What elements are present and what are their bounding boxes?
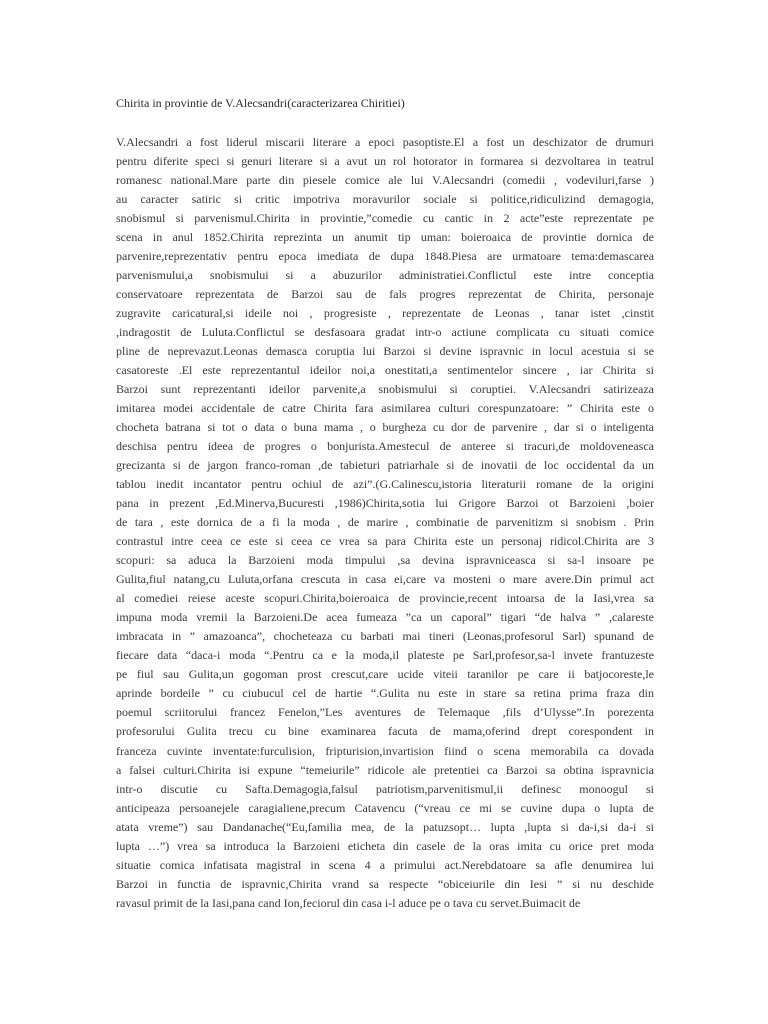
- body-text-line: grecizanta si de jargon franco-roman ,de tabieturi patriarhale si de inovatii de loc occidental da un: [116, 458, 654, 473]
- body-text-line: de tara , este dornica de a fi la moda , de marire , combinatie de parvenitizm si snobism . Prin: [116, 515, 654, 530]
- body-text-line: a falsei culturi.Chirita isi expune “temeiurile” ridicole ale pretentiei ca Barzoi sa obtina ispravnicia: [116, 762, 654, 777]
- body-text-line: parvenismului,a snobismului si a abuzurilor administratiei.Conflictul este intre conceptia: [116, 268, 654, 283]
- body-text-line: romanesc national.Mare parte din piesele comice ale lui V.Alecsandri (comedii , vodeviluri,farse ): [116, 173, 654, 188]
- body-text-line: pentru diferite speci si genuri literare si a avut un rol hotorator in formarea si dezvoltarea in teatrul: [116, 154, 654, 169]
- body-text-line: pana in prezent ,Ed.Minerva,Bucuresti ,1986)Chirita,sotia lui Grigore Barzoi ot Barzoieni ,boier: [116, 496, 654, 511]
- body-text-line: fiecare data “daca-i moda “.Pentru ca e la moda,il plateste pe Sarl,profesor,sa-l invete frantuzeste: [116, 648, 654, 663]
- body-text-line: deschisa pentru ideea de progres o bonjurista.Amestecul de anteree si tracuri,de moldoveneasca: [116, 439, 654, 454]
- body-text-line: imitarea modei accidentale de catre Chirita fara asimilarea culturi corespunzatoare: ” Chirita este o: [116, 401, 654, 416]
- body-text-line: pline de neprevazut.Leonas demasca coruptia lui Barzoi si devine ispravnic in locul acestuia si se: [116, 344, 654, 359]
- body-text-line: contrastul intre ceea ce este si ceea ce vrea sa para Chirita este un personaj ridicol.Chirita are 3: [116, 534, 654, 549]
- body-text-line: Gulita,fiul natang,cu Luluta,orfana crescuta in casa ei,care va mosteni o mare avere.Din primul act: [116, 572, 654, 587]
- body-text-line: tablou inedit incantator pentru ochiul de azi”.(G.Calinescu,istoria literaturii romane de la origini: [116, 477, 654, 492]
- body-text-line: intr-o discutie cu Safta.Demagogia,falsul patriotism,parvenitismul,ii definesc monoogul si: [116, 781, 654, 796]
- body-text-line: situatie comica infatisata magistral in scena 4 a primului act.Nerebdatoare sa afle denumirea lui: [116, 857, 654, 872]
- body-text-line: Barzoi sunt reprezentanti ideilor parvenite,a snobismului si coruptiei. V.Alecsandri satirizeaza: [116, 382, 654, 397]
- body-text-line: chocheta batrana si tot o data o buna mama , o burgheza cu dor de parvenire , dar si o inteligenta: [116, 420, 654, 435]
- body-text-line: ,indragostit de Luluta.Conflictul se desfasoara gradat intr-o actiune complicata cu situati comice: [116, 325, 654, 340]
- body-text-line: parvenire,reprezentativ pentru epoca imediata de dupa 1848.Piesa are urmatoare tema:demascarea: [116, 249, 654, 264]
- body-text-line: V.Alecsandri a fost liderul miscarii literare a epoci pasoptiste.El a fost un deschizator de drumuri: [116, 135, 654, 149]
- body-text-line: Barzoi in functia de ispravnic,Chirita vrand sa respecte “obiceiurile din Iesi ” si nu deschide: [116, 876, 654, 891]
- body-text-line: atata vreme”) sau Dandanache(“Eu,familia mea, de la patuzsopt… lupta ,lupta si da-i,si da-i si: [116, 819, 654, 834]
- body-text-line: profesorului Gulita trecu cu bine examinarea facuta de mama,oferind drept corespondent in: [116, 724, 654, 739]
- body-text-line: impuna moda vremii la Barzoieni.De acea fumeaza ”ca un caporal” tigari “de halva ” ,calareste: [116, 610, 654, 625]
- body-text-line: al comediei reiese aceste scopuri.Chirita,boieroaica de provincie,recent intoarsa de la Iasi,vrea sa: [116, 591, 654, 606]
- body-text-line: casatoreste .El este reprezentantul ideilor noi,a onestitati,a sentimentelor sincere , iar Chirita si: [116, 363, 654, 378]
- document-title: Chirita in provintie de V.Alecsandri(caracterizarea Chiritiei): [116, 96, 405, 110]
- body-text-line: imbracata in ” amazoanca”, chocheteaza cu barbati mai tineri (Leonas,profesorul Sarl) spunand de: [116, 629, 654, 644]
- body-text-line: ravasul primit de la Iasi,pana cand Ion,feciorul din casa i-l aduce pe o tava cu servet.Buimacit de: [116, 895, 581, 910]
- body-text-line: au caracter satiric si critic impotriva moravurilor sociale si politice,ridiculizind demagogia,: [116, 192, 654, 207]
- body-text-line: aprinde bordeile ” cu ciubucul cel de hartie “.Gulita nu este in stare sa retina prima fraza din: [116, 686, 654, 701]
- document-body: [116, 133, 654, 913]
- body-text-line: franceza cuvinte inventate:furculision, fripturision,invartision fiind o scena memorabila ca dovada: [116, 743, 654, 758]
- body-text-line: poemul scriitorului francez Fenelon,”Les aventures de Telemaque ,fils d’Ulysse”.In porezenta: [116, 705, 654, 720]
- body-text-line: conservatoare reprezentata de Barzoi sau de fals progres reprezentat de Chirita, personaje: [116, 287, 654, 302]
- body-text-line: scena in anul 1852.Chirita reprezinta un anumit tip uman: boieroaica de provintie dornica de: [116, 230, 654, 245]
- body-text-line: scopuri: sa aduca la Barzoieni moda timpului ,sa devina ispravniceasca si sa-l insoare pe: [116, 553, 654, 568]
- body-text-line: zugravite caricatural,si ideile noi , progresiste , reprezentate de Leonas , tanar istet ,cinstit: [116, 306, 654, 321]
- body-text-line: lupta …”) vrea sa introduca la Barzoieni eticheta din casele de la oras imita cu orice pret moda: [116, 838, 654, 853]
- body-text-line: pe fiul sau Gulita,un gogoman prost crescut,care ucide viteii taranilor pe care ii batjocoreste,le: [116, 667, 654, 682]
- body-text-line: snobismul si parvenismul.Chirita in provintie,”comedie cu cantic in 2 acte”este reprezentate pe: [116, 211, 654, 226]
- body-text-line: anticipeaza persoanejele caragialiene,precum Catavencu (“vreau ce mi se cuvine dupa o lupta de: [116, 800, 654, 815]
